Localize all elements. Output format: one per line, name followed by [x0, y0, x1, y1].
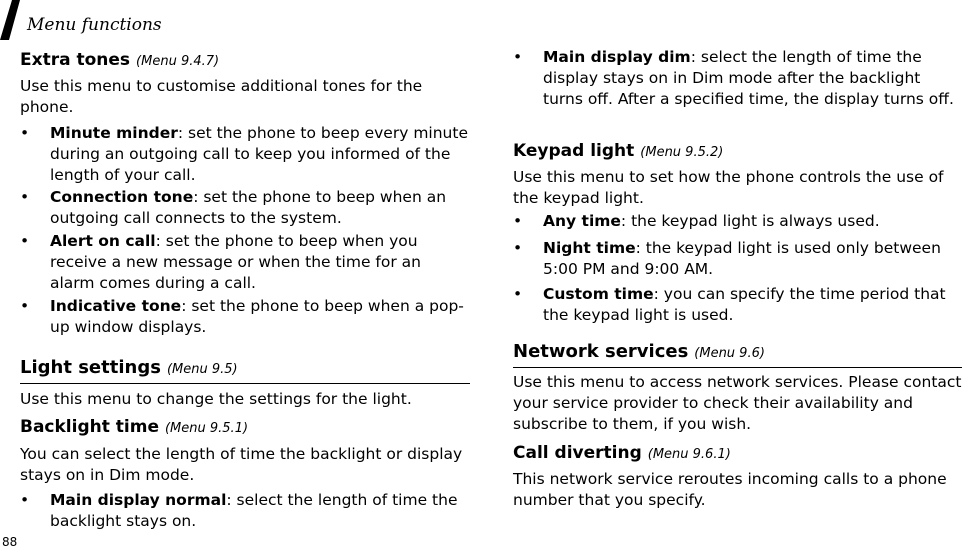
list-item-desc: : set the phone to beep when an outgoing call connects to the system.: [50, 188, 447, 227]
list-item-desc: : set the phone to beep when you receive a new message or when the time for an alarm comes during a call.: [50, 232, 421, 292]
extra-tones-heading: [20, 49, 470, 73]
network-services-intro: Use this menu to access network services. Please contact your service provider to check their availability and subscribe to them, if you wish.: [513, 373, 962, 433]
light-settings-title: Light settings: [20, 357, 161, 378]
bullet-icon: •: [20, 297, 30, 315]
keypad-light-title: Keypad light: [513, 141, 635, 161]
bullet-icon: •: [20, 232, 30, 250]
list-item-desc: : select the length of time the display stays on in Dim mode after the backlight turns off. After a specified time, the display turns off.: [543, 48, 954, 108]
list-item-term: Connection tone: [50, 188, 194, 206]
keypad-light-intro: Use this menu to set how the phone controls the use of the keypad light.: [513, 168, 944, 207]
bullet-icon: •: [513, 285, 523, 303]
call-diverting-heading: [513, 442, 962, 466]
bullet-icon: •: [513, 212, 523, 230]
light-settings-intro: Use this menu to change the settings for the light.: [20, 390, 412, 408]
list-item-term: Indicative tone: [50, 297, 182, 315]
bullet-icon: •: [20, 124, 30, 142]
backlight-time-title: Backlight time: [20, 417, 159, 437]
keypad-light-menu-ref: (Menu 9.5.2): [640, 145, 724, 160]
page-number: 88: [2, 535, 18, 549]
backlight-time-intro: You can select the length of time the backlight or display stays on in Dim mode.: [20, 445, 463, 484]
bullet-icon: •: [20, 188, 30, 206]
network-services-menu-ref: (Menu 9.6): [694, 346, 765, 361]
light-settings-menu-ref: (Menu 9.5): [166, 362, 238, 377]
header-bar-graphic: [0, 0, 20, 40]
list-item-term: Any time: [543, 212, 621, 230]
list-item-term: Night time: [543, 239, 636, 257]
list-item-desc: : set the phone to beep when a pop-up window displays.: [50, 297, 464, 336]
list-item-desc: : you can specify the time period that the keypad light is used.: [543, 285, 946, 324]
list-item-term: Custom time: [543, 285, 654, 303]
list-item-desc: : the keypad light is always used.: [620, 212, 880, 230]
list-item-term: Alert on call: [50, 232, 156, 250]
bullet-icon: •: [513, 48, 523, 66]
light-settings-heading: [20, 356, 470, 382]
call-diverting-intro: This network service reroutes incoming calls to a phone number that you specify.: [513, 470, 947, 509]
list-item-term: Main display dim: [543, 48, 691, 66]
list-item-term: Main display normal: [50, 491, 227, 509]
list-item-desc: : the keypad light is used only between 5:00 PM and 9:00 AM.: [543, 239, 941, 278]
list-item-desc: : select the length of time the backlight stays on.: [50, 491, 458, 530]
network-services-heading: [513, 340, 962, 366]
extra-tones-intro: Use this menu to customise additional tones for the phone.: [20, 77, 423, 116]
call-diverting-menu-ref: (Menu 9.6.1): [647, 447, 731, 462]
extra-tones-title: Extra tones: [20, 50, 131, 70]
section-divider: [513, 367, 962, 368]
backlight-time-heading: [20, 416, 470, 440]
bullet-icon: •: [513, 239, 523, 257]
backlight-time-menu-ref: (Menu 9.5.1): [164, 421, 249, 436]
section-divider: [20, 383, 470, 384]
keypad-light-heading: [513, 140, 962, 164]
list-item-term: Minute minder: [50, 124, 178, 142]
call-diverting-title: Call diverting: [513, 443, 642, 463]
extra-tones-menu-ref: (Menu 9.4.7): [136, 54, 220, 69]
page-header-title: Menu functions: [27, 15, 162, 35]
list-item-desc: : set the phone to beep every minute during an outgoing call to keep you informed of the length of your call.: [50, 124, 468, 184]
bullet-icon: •: [20, 491, 30, 509]
network-services-title: Network services: [513, 341, 689, 362]
